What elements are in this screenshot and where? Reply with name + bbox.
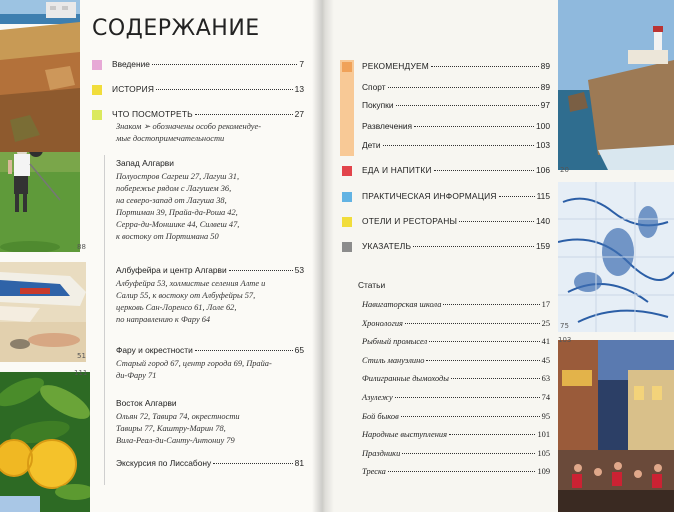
place-line: Ольян 72, Тавира 74, окрестности (116, 412, 240, 421)
photo-number-street: 103 (558, 336, 572, 344)
toc-sub-page: 103 (536, 140, 550, 150)
recommend-color-band (340, 60, 354, 156)
article-label: Треска (362, 467, 386, 477)
toc-entry-page: 115 (536, 191, 550, 201)
toc-sub-label: Покупки (362, 100, 394, 110)
article-entry[interactable] (362, 374, 550, 383)
toc-entry-food[interactable] (362, 165, 550, 175)
place-line: к востоку от Портимана 50 (116, 232, 219, 242)
toc-entry-page: 140 (536, 216, 550, 226)
article-label: Народные выступления (362, 430, 447, 440)
toc-entry-page: 7 (299, 59, 304, 69)
toc-section-faro[interactable] (116, 345, 304, 355)
toc-sub-label: Дети (362, 140, 381, 150)
toc-section-lisbon[interactable] (116, 458, 304, 468)
article-entry[interactable] (362, 430, 550, 439)
color-marker-yellow (342, 217, 352, 227)
toc-entry-label: ОТЕЛИ И РЕСТОРАНЫ (362, 216, 458, 226)
photo-beach-boats (0, 262, 86, 362)
article-entry[interactable] (362, 300, 550, 309)
place-line: побережье рядом с Лагушем 36, (116, 184, 232, 194)
toc-section-label: Восток Алгарви (116, 398, 177, 408)
article-page: 41 (541, 337, 550, 347)
photo-coast-cliffs (0, 0, 80, 152)
article-entry[interactable] (362, 393, 550, 402)
article-label: Хронология (362, 318, 403, 328)
place-line: Вила-Реал-ди-Санту-Антониу 79 (116, 436, 235, 446)
article-entry[interactable] (362, 449, 550, 458)
place-line: Полуостров Сагреш 27, Лагуш 31, (116, 172, 240, 181)
toc-entry-page: 13 (294, 84, 304, 94)
article-label: Бой быков (362, 411, 399, 421)
article-page: 45 (541, 355, 550, 365)
recommended-note (116, 121, 261, 145)
toc-section-page: 81 (294, 458, 304, 468)
photo-number-tiles: 75 (560, 322, 569, 330)
photo-lighthouse-cliff (558, 0, 674, 170)
articles-heading: Статьи (358, 280, 386, 290)
article-page: 95 (541, 411, 550, 421)
toc-section-west-algarve[interactable] (116, 158, 304, 168)
toc-section-label: Албуфейра и центр Алгарви (116, 265, 227, 275)
toc-entry-index[interactable] (362, 241, 550, 251)
note-line: Знаком ➢ обозначены особо рекомендуе- (116, 122, 261, 131)
toc-sub-page: 89 (540, 82, 550, 92)
place-line: Старый город 67, центр города 69, Прайа- (116, 359, 272, 368)
article-page: 17 (541, 300, 550, 309)
toc-section-east-algarve-places (116, 411, 240, 447)
toc-section-albufeira-places (116, 278, 265, 326)
article-page: 109 (537, 467, 550, 477)
article-label: Стиль мануэлино (362, 355, 425, 365)
color-marker-blue (342, 192, 352, 202)
photo-azulejo-tiles (558, 182, 674, 332)
article-label: Навигаторская школа (362, 300, 442, 309)
toc-entry-label: ЕДА И НАПИТКИ (362, 165, 432, 175)
toc-entry-history[interactable] (112, 84, 304, 94)
toc-entry-recommend[interactable] (362, 61, 550, 71)
toc-section-page: 65 (294, 345, 304, 355)
note-line: мые достопримечательности (116, 134, 225, 144)
color-marker-yellow (92, 85, 102, 95)
toc-section-albufeira[interactable] (116, 265, 304, 275)
toc-entry-label: Введение (112, 59, 150, 69)
toc-sub-page: 97 (540, 100, 550, 110)
article-label: Рыбный промысел (362, 337, 428, 347)
photo-number-lemons: 111 (74, 369, 88, 377)
article-page: 63 (541, 374, 550, 384)
article-entry[interactable] (362, 356, 550, 365)
page-title: СОДЕРЖАНИЕ (92, 16, 260, 41)
photo-lemons (0, 372, 90, 512)
photo-street-cafe (558, 340, 674, 512)
toc-sub-children[interactable] (362, 140, 550, 150)
toc-section-page: 53 (294, 265, 304, 275)
place-line: на северо-запад от Лагуша 38, (116, 196, 227, 206)
color-marker-grey (342, 242, 352, 252)
toc-entry-page: 159 (536, 241, 550, 251)
place-line: Тавиры 77, Каштру-Марин 78, (116, 424, 226, 434)
place-line: Албуфейра 53, холмистые селения Алте и (116, 279, 266, 288)
toc-entry-what-to-see[interactable] (112, 109, 304, 119)
article-page: 25 (541, 318, 550, 328)
toc-entry-hotels[interactable] (362, 216, 550, 226)
toc-entry-page: 106 (536, 165, 550, 175)
right-page (322, 0, 674, 512)
toc-section-label: Фару и окрестности (116, 345, 193, 355)
place-line: Салир 55, к востоку от Албуфейры 57, (116, 291, 256, 301)
book-gutter (312, 0, 334, 512)
section-divider-line (104, 155, 105, 485)
photo-number-lighthouse: 20 (560, 166, 569, 174)
place-line: Портиман 39, Прайа-да-Роша 42, (116, 208, 238, 218)
toc-entry-page: 89 (540, 61, 550, 71)
toc-entry-label: ПРАКТИЧЕСКАЯ ИНФОРМАЦИЯ (362, 191, 497, 201)
place-line: по направлению к Фару 64 (116, 315, 211, 325)
photo-number-boats: 51 (77, 352, 86, 360)
article-page: 105 (537, 448, 550, 458)
toc-entry-label: РЕКОМЕНДУЕМ (362, 61, 429, 71)
color-marker-lime (92, 110, 102, 120)
toc-section-east-algarve[interactable] (116, 398, 304, 408)
article-entry[interactable] (362, 319, 550, 328)
article-entry[interactable] (362, 467, 550, 476)
color-marker-red (342, 166, 352, 176)
left-page (0, 0, 322, 512)
toc-entry-label: ИСТОРИЯ (112, 84, 155, 94)
article-label: Азулежу (362, 393, 393, 402)
toc-sub-sport[interactable] (362, 82, 550, 92)
article-label: Праздники (362, 448, 401, 458)
toc-entry-label: УКАЗАТЕЛЬ (362, 241, 412, 251)
toc-section-label: Запад Алгарви (116, 158, 174, 168)
color-marker-orange (342, 62, 352, 72)
toc-entry-practical[interactable] (362, 191, 550, 201)
toc-sub-page: 100 (536, 121, 550, 131)
place-line: церковь Сан-Лоренсо 61, Лоле 62, (116, 303, 237, 313)
toc-sub-shopping[interactable] (362, 100, 550, 110)
toc-entry-page: 27 (294, 109, 304, 119)
toc-entry-intro[interactable] (112, 59, 304, 69)
article-page: 101 (537, 430, 550, 440)
toc-section-faro-places (116, 358, 272, 382)
color-marker-pink (92, 60, 102, 70)
toc-section-west-algarve-places (116, 171, 239, 244)
article-entry[interactable] (362, 337, 550, 346)
article-entry[interactable] (362, 412, 550, 421)
place-line: Серра-ди-Моншике 44, Силвеш 47, (116, 220, 240, 230)
photo-golfer (0, 152, 80, 252)
toc-entry-label: ЧТО ПОСМОТРЕТЬ (112, 109, 193, 119)
article-label: Филигранные дымоходы (362, 374, 449, 384)
article-page: 74 (541, 393, 550, 402)
place-line: ди-Фару 71 (116, 371, 157, 381)
photo-number-golf: 88 (77, 243, 86, 251)
toc-sub-label: Спорт (362, 82, 386, 92)
toc-sub-label: Развлечения (362, 121, 413, 131)
toc-section-label: Экскурсия по Лиссабону (116, 458, 212, 468)
toc-sub-entertainment[interactable] (362, 121, 550, 131)
